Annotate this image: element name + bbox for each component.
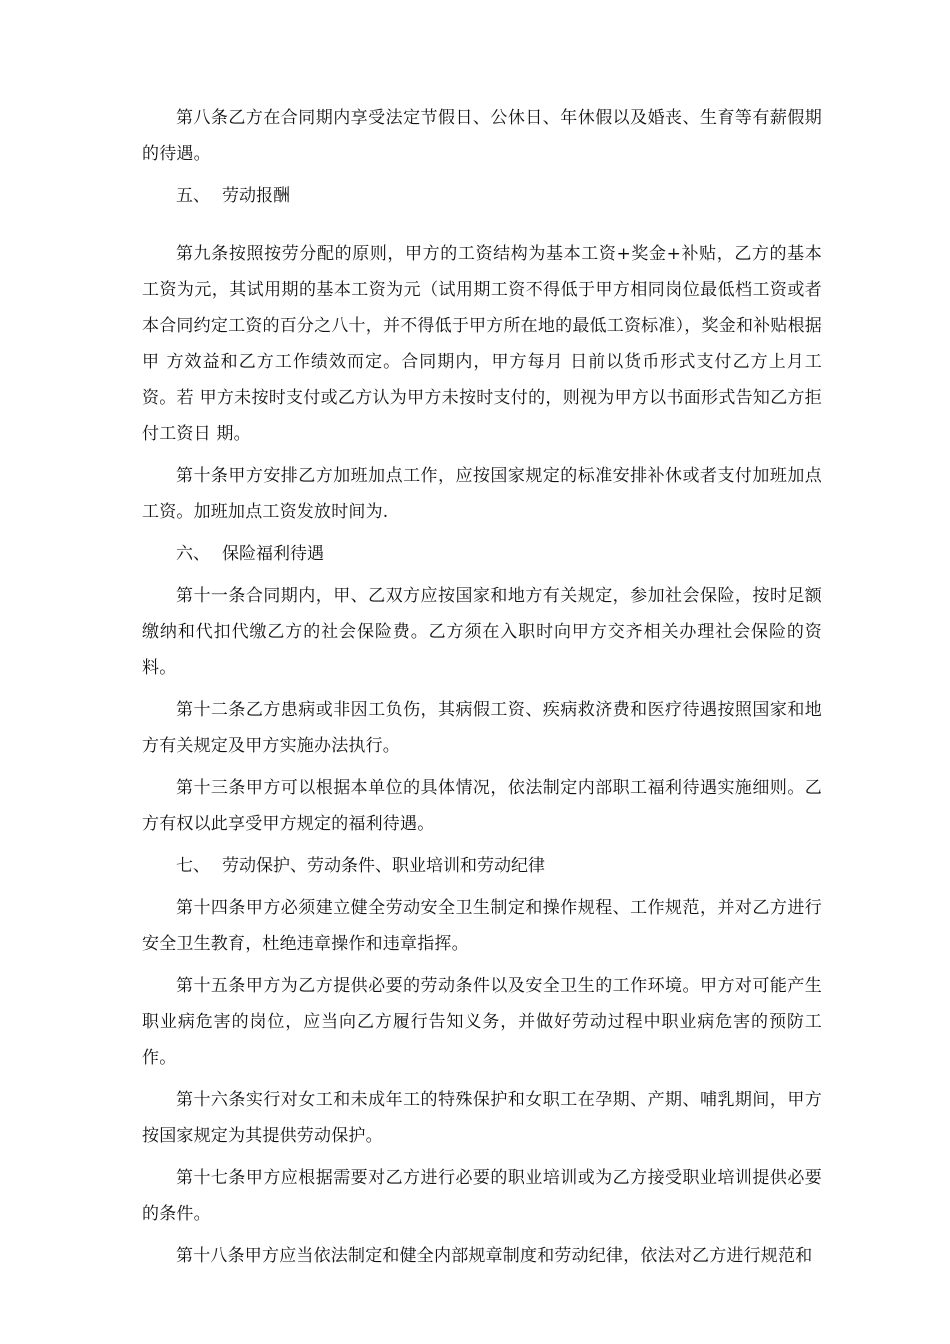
article-13-paragraph: 第十三条甲方可以根据本单位的具体情况，依法制定内部职工福利待遇实施细则。乙方有权以此享受甲方规定的福利待遇。: [142, 778, 822, 834]
article-11-paragraph: 第十一条合同期内，甲、乙双方应按国家和地方有关规定，参加社会保险，按时足额缴纳和代扣代缴乙方的社会保险费。乙方须在入职时向甲方交齐相关办理社会保险的资料。: [142, 586, 822, 678]
section-6-title: 保险福利待遇: [222, 544, 324, 564]
article-9-paragraph: 第九条按照按劳分配的原则，甲方的工资结构为基本工资+奖金+补贴，乙方的基本工资为元，其试用期的基本工资为元（试用期工资不得低于甲方相同岗位最低档工资或者本合同约定工资的百分之八十，并不得低于甲方所在地的最低工资标准），奖金和补贴根据甲 方效益和乙方工作绩效而定。合同期内，甲方每月 日前以货币形式支付乙方上月工资。若 甲方未按时支付或乙方认为甲方未按时支付的，则视为甲方以书面形式告知乙方拒付工资日 期。: [142, 244, 822, 444]
section-6-number: 六、: [176, 544, 210, 564]
section-5-heading: [142, 178, 822, 214]
section-7-heading: [142, 848, 822, 884]
article-17-paragraph: 第十七条甲方应根据需要对乙方进行必要的职业培训或为乙方接受职业培训提供必要的条件。: [142, 1168, 822, 1224]
section-6-heading: [142, 536, 822, 572]
section-7-number: 七、: [176, 856, 210, 876]
article-16-paragraph: 第十六条实行对女工和未成年工的特殊保护和女职工在孕期、产期、哺乳期间，甲方按国家规定为其提供劳动保护。: [142, 1090, 822, 1146]
article-18-paragraph: 第十八条甲方应当依法制定和健全内部规章制度和劳动纪律，依法对乙方进行规范和: [176, 1246, 813, 1266]
article-12-paragraph: 第十二条乙方患病或非因工负伤，其病假工资、疾病救济费和医疗待遇按照国家和地方有关规定及甲方实施办法执行。: [142, 700, 822, 756]
article-14-paragraph: 第十四条甲方必须建立健全劳动安全卫生制定和操作规程、工作规范，并对乙方进行安全卫生教育，杜绝违章操作和违章指挥。: [142, 898, 822, 954]
document-body: [142, 100, 822, 1280]
section-7-title: 劳动保护、劳动条件、职业培训和劳动纪律: [222, 856, 545, 876]
section-5-title: 劳动报酬: [222, 186, 290, 206]
article-15-paragraph: 第十五条甲方为乙方提供必要的劳动条件以及安全卫生的工作环境。甲方对可能产生职业病危害的岗位，应当向乙方履行告知义务，并做好劳动过程中职业病危害的预防工作。: [142, 976, 822, 1068]
section-5-number: 五、: [176, 186, 210, 206]
article-8-paragraph: 第八条乙方在合同期内享受法定节假日、公休日、年休假以及婚丧、生育等有薪假期的待遇。: [142, 108, 822, 164]
article-10-paragraph: 第十条甲方安排乙方加班加点工作，应按国家规定的标准安排补休或者支付加班加点工资。加班加点工资发放时间为.: [142, 466, 822, 522]
